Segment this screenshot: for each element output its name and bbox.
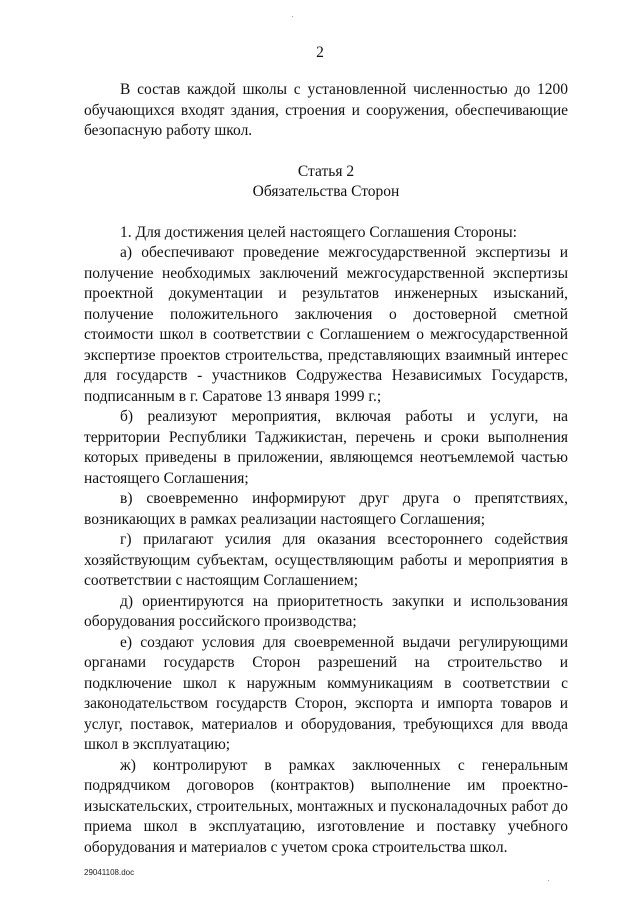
scan-speck <box>292 16 293 17</box>
page-number: 2 <box>316 44 324 61</box>
article-number: Статья 2 <box>297 162 355 180</box>
scan-speck <box>548 880 549 881</box>
article-title: Обязательства Сторон <box>252 183 400 200</box>
clause-v: в) своевременно информируют друг друга о препятствиях, возникающих в рамках реализации настоящего Соглашения; <box>84 490 568 528</box>
document-body <box>84 80 568 858</box>
document-filename: 29041108.doc <box>84 868 135 877</box>
clause-g: г) прилагают усилия для оказания всестороннего содействия хозяйствующим субъектам, осуществляющим работы и мероприятия в соответствии с настоящим Соглашением; <box>84 531 568 589</box>
clause-d: д) ориентируются на приоритетность закупки и использования оборудования российского производства; <box>84 592 568 630</box>
clause-1: 1. Для достижения целей настоящего Соглашения Стороны: <box>120 223 517 241</box>
clause-zh: ж) контролируют в рамках заключенных с генеральным подрядчиком договоров (контрактов) выполнение им проектно-изыскательских, строительных, монтажных и пусконаладочных работ до приема школ в эксплуатацию, изготовление и поставку учебного оборудования и материалов с учетом срока строительства школ. <box>84 756 568 856</box>
clause-e: е) создают условия для своевременной выдачи регулирующими органами государств Сторон разрешений на строительство и подключение школ к наружным коммуникациям в соответствии с законодательством государств Сторон, экспорта и импорта товаров и услуг, поставок, материалов и оборудования, требующихся для ввода школ в эксплуатацию; <box>84 633 568 753</box>
clause-b: б) реализуют мероприятия, включая работы и услуги, на территории Республики Таджикистан, перечень и сроки выполнения которых приведены в приложении, являющемся неотъемлемой частью настоящего Соглашения; <box>84 408 568 487</box>
intro-paragraph: В состав каждой школы с установленной численностью до 1200 обучающихся входят здания, строения и сооружения, обеспечивающие безопасную работу школ. <box>84 81 568 139</box>
clause-a: а) обеспечивают проведение межгосударственной экспертизы и получение необходимых заключений межгосударственной экспертизы проектной документации и результатов инженерных изысканий, получение положительного заключения о достоверной сметной стоимости школ в соответствии с Соглашением о межгосударственной экспертизе проектов строительства, представляющих взаимный интерес для государств - участников Содружества Независимых Государств, подписанным в г. Саратове 13 января 1999 г.; <box>84 244 568 405</box>
